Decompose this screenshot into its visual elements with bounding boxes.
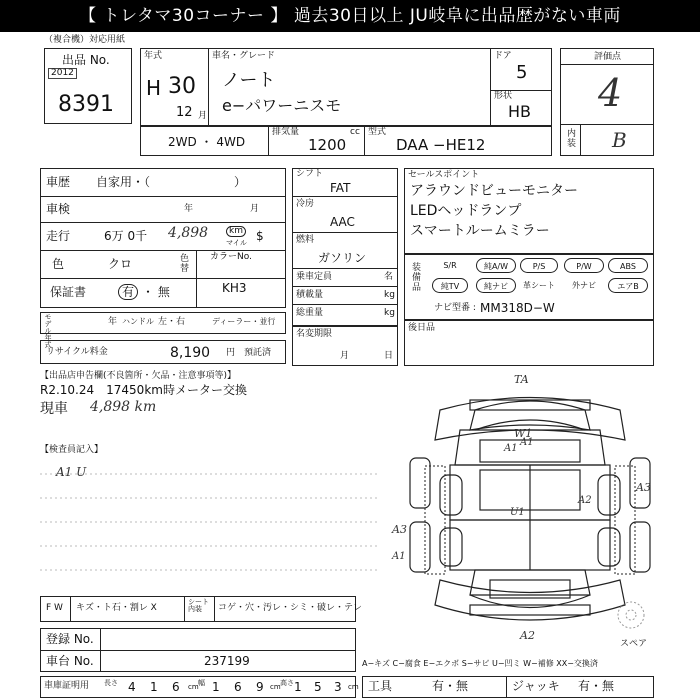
mark-a2-right: A2 [578,495,592,506]
warranty-no: ・ 無 [142,285,170,299]
aftermarket-box [404,320,654,366]
cert-unit-cm1: cm [188,683,199,691]
equip-airbag: エアB [608,278,648,293]
ac-label: 冷房 [296,199,315,209]
history-value: 自家用・（ ） [96,175,247,189]
interior-label: 内装 [565,128,575,148]
equip-navi: 純ナビ [476,278,516,293]
equip-leather: 革シート [523,281,555,290]
lot-label: 出品 No. [62,53,110,67]
mark-a1-top: A1 [504,443,518,454]
history-label: 車歴 [46,175,71,189]
cert-d7: 1 [294,680,302,694]
shape-value: HB [508,102,532,121]
sales-item-1: アラウンドビューモニター [410,183,578,199]
cert-d5: 6 [234,680,242,694]
shift-value: FAT [330,181,351,195]
mark-a3-right: A3 [636,481,651,494]
equip-ext-navi: 外ナビ [572,281,596,290]
lot-number: 8391 [58,92,114,117]
handle-value: 左・右 [158,317,186,327]
cert-unit-height: 高さ [280,679,294,687]
mark-a1-top-2: A1 [520,437,534,448]
lot-year-stamp: 2012 [48,68,77,79]
equip-tv: 純TV [432,278,468,293]
score-label: 評価点 [594,52,622,62]
mileage-value: 6万 0千 [104,229,148,243]
equip-aw: 純A/W [476,258,516,273]
mark-a1-left: A1 [392,551,406,562]
recycle-label: リサイクル料金 [46,347,108,357]
shape-label: 形状 [494,91,513,101]
mark-ta: TA [514,373,529,386]
capacity-label: 乗車定員 [296,272,333,282]
recycle-value: 8,190 [170,345,211,361]
year-month-unit: 月 [198,111,208,121]
score-value: 4 [598,71,623,115]
shift-label: シフト [296,169,324,179]
displacement-label: 排気量 [272,127,300,137]
type-value: DAA −HE12 [396,136,486,154]
fw-label: F W [46,603,63,613]
capacity-unit: 名 [384,272,394,282]
inspector-hand: A1 U [56,465,87,479]
model-label: 車名・グレード [212,51,276,61]
mileage-label: 走行 [46,229,71,243]
cert-d6: 9 [256,680,264,694]
seat-label: シート内装 [188,598,209,613]
year-month: 12 [176,105,193,120]
jack-label: ジャッキ [512,679,560,693]
notes-line-1: R2.10.24 17450km時メーター交換 [40,383,247,397]
inspection-month: 月 [250,204,260,214]
cert-unit-cm2: cm [270,683,281,691]
displacement-unit: cc [350,127,360,137]
interior-value: B [612,128,627,152]
mark-w1: W1 [514,427,533,440]
banner: 【 トレタマ30コーナー 】 過去30日以上 JU岐阜に出品歴がない車両 [0,0,700,32]
model-year-label: モデル年式 [44,313,52,348]
equipment-label: 装備品 [410,262,420,292]
year-label: 年式 [144,51,163,61]
cert-unit-width: 幅 [198,679,205,687]
navi-label: ナビ型番 : [434,303,476,313]
mileage-handwritten: 4,898 [168,225,209,241]
inspector-lines [40,460,380,590]
year-era: H [146,76,162,100]
colorno-label: カラーNo. [210,252,252,262]
mileage-dollar: $ [256,229,264,243]
fuel-value: ガソリン [318,251,367,265]
recycle-unit: 円 [226,348,236,358]
load-label: 積載量 [296,290,324,300]
color-change-label: 色替 [178,253,188,273]
cert-d9: 3 [334,680,342,694]
drive-value: 2WD ・ 4WD [168,135,246,149]
aftermarket-label: 後日品 [408,323,436,333]
name-change-day: 日 [384,351,394,361]
mark-a2-bottom: A2 [520,629,535,642]
name-change-label: 名変期限 [296,329,333,339]
sales-item-2: LEDヘッドランプ [410,203,522,219]
mark-a3-left: A3 [392,523,407,536]
chassis-value: 237199 [204,654,250,668]
tools-label: 工具 [368,679,393,693]
chassis-label: 車台 No. [46,654,94,668]
subheader: （複合機）対応用紙 [44,35,126,45]
tools-value: 有・無 [432,679,469,693]
warranty-yes: 有 [118,284,138,300]
equip-pw: P/W [564,258,604,273]
doors-label: ドア [494,51,512,61]
color-label: 色 [52,257,65,271]
load-unit: kg [384,290,395,300]
weight-unit: kg [384,308,395,318]
notes-title: 【出品店申告欄(不良箇所・欠品・注意事項等)】 [40,371,237,381]
handle-label: ハンドル [122,317,154,326]
cert-d2: 1 [150,680,158,694]
inspection-label: 車検 [46,202,71,216]
notes-hand: 4,898 km [90,399,157,415]
jack-value: 有・無 [578,679,615,693]
color-value: クロ [108,257,133,271]
colorno-value: KH3 [222,281,247,295]
dealer-value: ディーラー・並行 [212,317,276,326]
cert-d4: 1 [212,680,220,694]
notes-line-2: 現車 [40,401,68,417]
weight-label: 総重量 [296,308,324,318]
mileage-mile: マイル [226,239,247,247]
mark-u1: U1 [510,507,525,518]
equip-ps: P/S [520,258,558,273]
recycle-note: 預託済 [244,348,272,358]
name-change-month: 月 [340,351,350,361]
cert-d1: 4 [128,680,136,694]
registration-label: 登録 No. [46,632,94,646]
mileage-km: km [226,226,246,237]
cert-unit-cm3: cm [348,683,359,691]
type-label: 型式 [368,127,387,137]
defect-legend: A−キズ C−腐食 E−エクボ S−サビ U−凹ミ W−補修 XX−交換済 [362,659,598,668]
sales-item-3: スマートルームミラー [410,223,550,239]
equip-sr: S/R [443,261,457,270]
equip-abs: ABS [608,258,648,273]
cert-d3: 6 [172,680,180,694]
fw-value: キズ・ト石・割レ X [76,603,157,613]
spare-label: スペア [620,639,648,649]
cert-label: 車庫証明用 [44,681,90,691]
model-name: ノート [222,70,276,91]
model-year-year: 年 [108,317,118,327]
inspector-title: 【検査員記入】 [40,445,104,455]
inspection-year: 年 [184,204,194,214]
model-grade: e−パワーニスモ [222,96,342,115]
ac-value: AAC [330,215,355,229]
spare-tire-icon [616,600,646,630]
fuel-label: 燃料 [296,235,315,245]
year-year: 30 [168,74,196,99]
sales-label: セールスポイント [408,170,480,180]
cert-unit-len: 長さ [104,679,118,687]
cert-d8: 5 [314,680,322,694]
navi-value: MM318D−W [480,301,555,315]
displacement-value: 1200 [308,136,347,154]
seat-value: コゲ・穴・汚レ・シミ・破レ・テレ [218,603,362,613]
doors-value: 5 [516,62,528,83]
warranty-label: 保証書 [50,285,87,299]
